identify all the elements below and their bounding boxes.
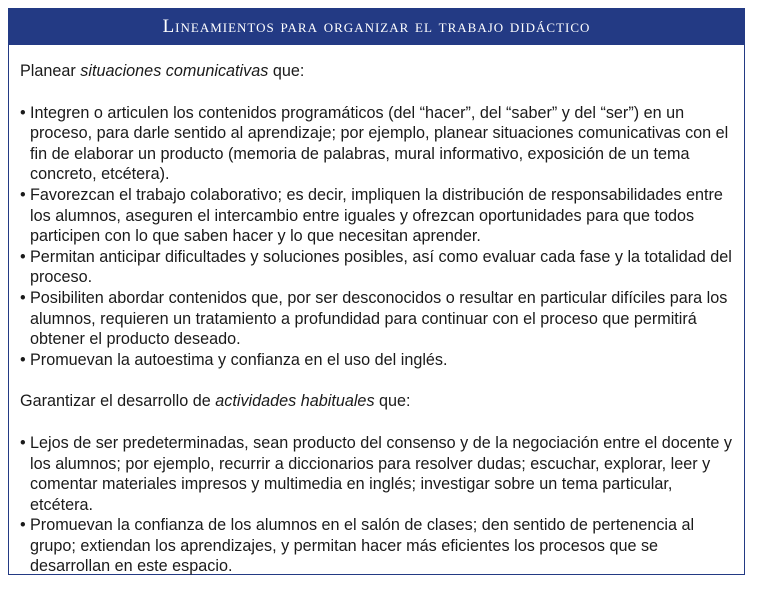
section2-intro-after: que:: [374, 392, 411, 411]
bullet-icon: •: [20, 516, 26, 535]
section1-bullet-text: Promuevan la autoestima y confianza en el uso del inglés.: [30, 350, 448, 369]
bullet-icon: •: [20, 350, 26, 369]
box-title: Lineamientos para organizar el trabajo didáctico: [162, 16, 591, 37]
section1-bullet-item: [20, 288, 733, 350]
section2-bullet-text: Lejos de ser predeterminadas, sean producto del consenso y de la negociación entre el docente y los alumnos; por ejemplo, recurrir a diccionarios para resolver dudas; escuchar, explorar, leer y comentar materiales impresos y multimedia en inglés; investigar sobre un tema particular, etcétera.: [30, 433, 732, 514]
section1-bullet-item: [20, 247, 733, 288]
section1-bullet-item: [20, 103, 733, 185]
section2-intro: [20, 391, 733, 412]
section2-intro-emphasis: actividades habituales: [215, 392, 375, 411]
guidelines-box: [8, 8, 745, 575]
section1-bullet-text: Permitan anticipar dificultades y soluciones posibles, así como evaluar cada fase y la totalidad del proceso.: [30, 247, 732, 287]
bullet-icon: •: [20, 433, 26, 452]
section1-bullet-text: Favorezcan el trabajo colaborativo; es decir, impliquen la distribución de responsabilidades entre los alumnos, aseguren el intercambio entre iguales y ofrezcan oportunidades para que todos participen con lo que saben hacer y lo que necesitan aprender.: [30, 185, 723, 246]
bullet-icon: •: [20, 288, 26, 307]
section1-bullet-item: [20, 350, 733, 371]
section2-bullet-item: [20, 433, 733, 515]
bullet-icon: •: [20, 247, 26, 266]
section1-bullet-list: [20, 103, 733, 371]
section2-bullet-text: Promuevan la confianza de los alumnos en el salón de clases; den sentido de pertenencia al grupo; extiendan los aprendizajes, y permitan hacer más eficientes los procesos que se desarrollan en este espacio.: [30, 516, 695, 576]
section2-bullet-item: [20, 515, 733, 577]
box-content: [9, 45, 744, 577]
section1-intro: [20, 61, 733, 82]
section1-bullet-text: Posibiliten abordar contenidos que, por ser desconocidos o resultar en particular difíciles para los alumnos, requieren un tratamiento a profundidad para continuar con el proceso que permitirá obtener el producto deseado.: [30, 288, 728, 349]
section1-bullet-item: [20, 185, 733, 247]
section1-intro-before: Planear: [20, 62, 81, 80]
section2-intro-before: Garantizar el desarrollo de: [20, 392, 216, 411]
section1-bullet-text: Integren o articulen los contenidos programáticos (del “hacer”, del “saber” y del “ser”) en un proceso, para darle sentido al aprendizaje; por ejemplo, planear situaciones comunicativas con el fin de elaborar un producto (memoria de palabras, mural informativo, exposición de un tema concreto, etcétera).: [30, 103, 729, 184]
section2-bullet-list: [20, 433, 733, 577]
section1-intro-emphasis: situaciones comunicativas: [80, 62, 269, 80]
bullet-icon: •: [20, 185, 26, 204]
box-header: [9, 9, 744, 45]
bullet-icon: •: [20, 103, 26, 122]
section1-intro-after: que:: [268, 62, 305, 80]
